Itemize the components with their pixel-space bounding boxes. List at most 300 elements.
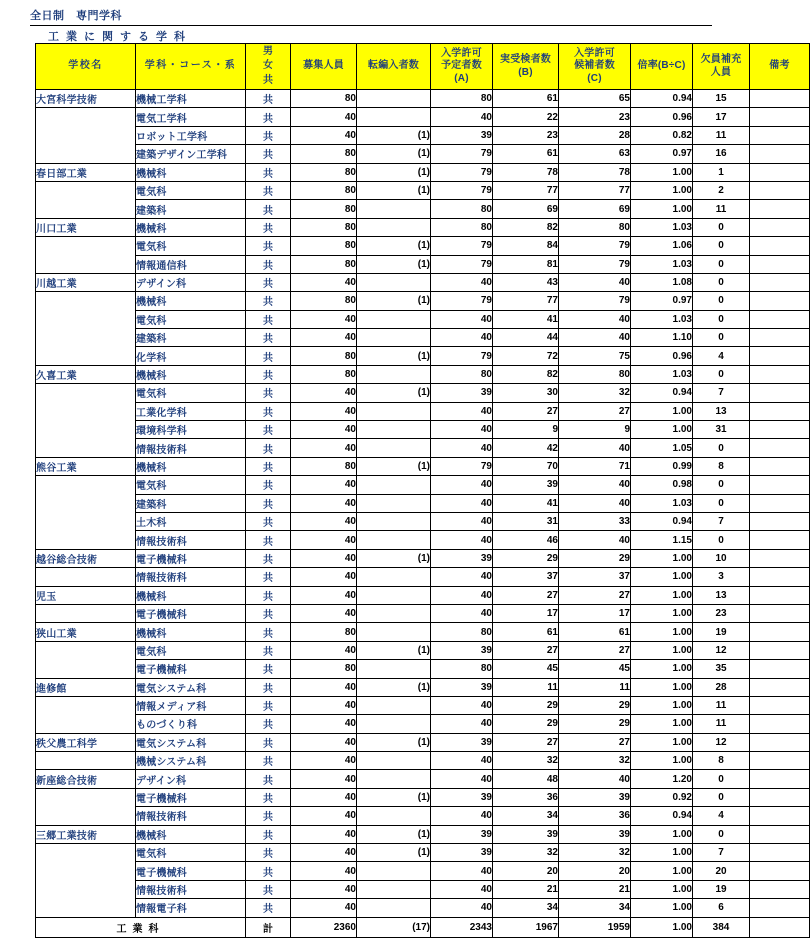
cell-candidates: 78 bbox=[559, 163, 631, 181]
cell-note bbox=[750, 181, 810, 199]
cell-course: 機械科 bbox=[136, 292, 246, 310]
cell-ratio: 0.96 bbox=[631, 108, 693, 126]
cell-ratio: 0.97 bbox=[631, 145, 693, 163]
cell-examinees: 61 bbox=[493, 90, 559, 108]
cell-capacity: 40 bbox=[291, 568, 357, 586]
table-row bbox=[36, 807, 810, 825]
table-row bbox=[36, 384, 810, 402]
cell-capacity: 40 bbox=[291, 421, 357, 439]
cell-shortfall: 4 bbox=[693, 807, 750, 825]
cell-capacity: 40 bbox=[291, 696, 357, 714]
cell-course: 機械科 bbox=[136, 623, 246, 641]
cell-shortfall: 0 bbox=[693, 237, 750, 255]
cell-note bbox=[750, 862, 810, 880]
cell-transfer bbox=[357, 586, 431, 604]
cell-examinees: 21 bbox=[493, 880, 559, 898]
cell-school bbox=[36, 788, 136, 806]
cell-planned: 79 bbox=[431, 347, 493, 365]
cell-capacity: 80 bbox=[291, 200, 357, 218]
cell-planned: 40 bbox=[431, 108, 493, 126]
table-row bbox=[36, 365, 810, 383]
cell-total-capacity: 2360 bbox=[291, 917, 357, 937]
cell-ratio: 0.94 bbox=[631, 807, 693, 825]
cell-course: 情報技術科 bbox=[136, 439, 246, 457]
cell-capacity: 40 bbox=[291, 825, 357, 843]
cell-note bbox=[750, 586, 810, 604]
cell-shortfall: 19 bbox=[693, 623, 750, 641]
cell-gender: 共 bbox=[246, 641, 291, 659]
cell-ratio: 0.97 bbox=[631, 292, 693, 310]
cell-ratio: 1.20 bbox=[631, 770, 693, 788]
cell-capacity: 80 bbox=[291, 457, 357, 475]
cell-school bbox=[36, 237, 136, 255]
cell-school bbox=[36, 402, 136, 420]
cell-course: 情報通信科 bbox=[136, 255, 246, 273]
cell-note bbox=[750, 494, 810, 512]
cell-planned: 39 bbox=[431, 678, 493, 696]
cell-shortfall: 0 bbox=[693, 365, 750, 383]
gender-header-line-2: 女 bbox=[263, 60, 273, 72]
cell-course: デザイン科 bbox=[136, 770, 246, 788]
cell-note bbox=[750, 108, 810, 126]
cell-school bbox=[36, 512, 136, 530]
cell-school bbox=[36, 347, 136, 365]
cell-candidates: 61 bbox=[559, 623, 631, 641]
cell-transfer: (1) bbox=[357, 181, 431, 199]
cell-gender: 共 bbox=[246, 586, 291, 604]
cell-capacity: 80 bbox=[291, 145, 357, 163]
cell-candidates: 69 bbox=[559, 200, 631, 218]
cell-shortfall: 20 bbox=[693, 862, 750, 880]
cell-transfer: (1) bbox=[357, 145, 431, 163]
gender-header-line-3: 共 bbox=[263, 74, 273, 86]
cell-ratio: 1.15 bbox=[631, 531, 693, 549]
cell-ratio: 0.92 bbox=[631, 788, 693, 806]
cell-examinees: 82 bbox=[493, 365, 559, 383]
cell-school bbox=[36, 421, 136, 439]
table-row bbox=[36, 126, 810, 144]
cell-school: 川口工業 bbox=[36, 218, 136, 236]
cell-ratio: 0.94 bbox=[631, 512, 693, 530]
cell-capacity: 40 bbox=[291, 310, 357, 328]
cell-shortfall: 3 bbox=[693, 568, 750, 586]
cell-planned: 40 bbox=[431, 273, 493, 291]
cell-capacity: 80 bbox=[291, 660, 357, 678]
cell-planned: 40 bbox=[431, 807, 493, 825]
cell-planned: 39 bbox=[431, 844, 493, 862]
cell-school bbox=[36, 862, 136, 880]
cell-gender: 共 bbox=[246, 862, 291, 880]
column-header-candidates-text: 入学許可 候補者数 (C) bbox=[574, 47, 615, 84]
cell-gender: 共 bbox=[246, 825, 291, 843]
cell-transfer bbox=[357, 512, 431, 530]
cell-course: 電気科 bbox=[136, 237, 246, 255]
table-row bbox=[36, 512, 810, 530]
cell-gender: 共 bbox=[246, 844, 291, 862]
column-header-note: 備考 bbox=[750, 44, 810, 90]
cell-shortfall: 0 bbox=[693, 531, 750, 549]
table-row bbox=[36, 439, 810, 457]
cell-gender: 共 bbox=[246, 90, 291, 108]
table-row bbox=[36, 770, 810, 788]
cell-capacity: 40 bbox=[291, 715, 357, 733]
cell-planned: 40 bbox=[431, 770, 493, 788]
cell-capacity: 40 bbox=[291, 586, 357, 604]
cell-capacity: 40 bbox=[291, 273, 357, 291]
cell-ratio: 1.05 bbox=[631, 439, 693, 457]
cell-planned: 79 bbox=[431, 181, 493, 199]
cell-shortfall: 16 bbox=[693, 145, 750, 163]
table-row bbox=[36, 218, 810, 236]
cell-planned: 79 bbox=[431, 292, 493, 310]
cell-shortfall: 4 bbox=[693, 347, 750, 365]
cell-examinees: 61 bbox=[493, 145, 559, 163]
cell-transfer bbox=[357, 880, 431, 898]
cell-course: ロボット工学科 bbox=[136, 126, 246, 144]
cell-ratio: 1.00 bbox=[631, 844, 693, 862]
cell-gender: 共 bbox=[246, 788, 291, 806]
cell-gender: 共 bbox=[246, 200, 291, 218]
cell-candidates: 40 bbox=[559, 476, 631, 494]
cell-ratio: 1.03 bbox=[631, 310, 693, 328]
cell-planned: 80 bbox=[431, 200, 493, 218]
cell-planned: 40 bbox=[431, 862, 493, 880]
cell-transfer bbox=[357, 899, 431, 917]
cell-school bbox=[36, 531, 136, 549]
cell-capacity: 40 bbox=[291, 641, 357, 659]
cell-school bbox=[36, 807, 136, 825]
cell-note bbox=[750, 623, 810, 641]
cell-examinees: 30 bbox=[493, 384, 559, 402]
section-subtitle: 工業に関する学科 bbox=[48, 31, 192, 43]
cell-total-transfer: (17) bbox=[357, 917, 431, 937]
cell-gender: 共 bbox=[246, 145, 291, 163]
cell-examinees: 17 bbox=[493, 604, 559, 622]
cell-capacity: 80 bbox=[291, 347, 357, 365]
table-row bbox=[36, 733, 810, 751]
cell-candidates: 34 bbox=[559, 899, 631, 917]
cell-planned: 39 bbox=[431, 733, 493, 751]
cell-planned: 40 bbox=[431, 476, 493, 494]
cell-candidates: 75 bbox=[559, 347, 631, 365]
cell-ratio: 1.00 bbox=[631, 200, 693, 218]
cell-planned: 80 bbox=[431, 218, 493, 236]
cell-gender: 共 bbox=[246, 218, 291, 236]
cell-course: 電気システム科 bbox=[136, 733, 246, 751]
table-row bbox=[36, 329, 810, 347]
title-divider bbox=[30, 25, 712, 26]
cell-planned: 39 bbox=[431, 549, 493, 567]
table-row bbox=[36, 696, 810, 714]
cell-transfer bbox=[357, 752, 431, 770]
cell-ratio: 1.00 bbox=[631, 181, 693, 199]
column-header-shortfall bbox=[693, 44, 750, 90]
cell-note bbox=[750, 715, 810, 733]
cell-capacity: 80 bbox=[291, 292, 357, 310]
cell-capacity: 40 bbox=[291, 752, 357, 770]
cell-shortfall: 15 bbox=[693, 90, 750, 108]
cell-examinees: 46 bbox=[493, 531, 559, 549]
cell-school bbox=[36, 476, 136, 494]
cell-gender: 共 bbox=[246, 402, 291, 420]
cell-planned: 40 bbox=[431, 531, 493, 549]
cell-course: 機械科 bbox=[136, 586, 246, 604]
cell-note bbox=[750, 90, 810, 108]
cell-candidates: 39 bbox=[559, 788, 631, 806]
cell-shortfall: 7 bbox=[693, 384, 750, 402]
cell-note bbox=[750, 365, 810, 383]
cell-transfer bbox=[357, 402, 431, 420]
table-row bbox=[36, 145, 810, 163]
cell-transfer bbox=[357, 90, 431, 108]
cell-course: 電気科 bbox=[136, 310, 246, 328]
cell-candidates: 63 bbox=[559, 145, 631, 163]
column-header-planned-text: 入学許可 予定者数 (A) bbox=[441, 47, 482, 84]
cell-course: 情報電子科 bbox=[136, 899, 246, 917]
cell-candidates: 80 bbox=[559, 365, 631, 383]
cell-course: 情報メディア科 bbox=[136, 696, 246, 714]
table-row bbox=[36, 273, 810, 291]
cell-candidates: 32 bbox=[559, 752, 631, 770]
cell-transfer: (1) bbox=[357, 549, 431, 567]
cell-capacity: 40 bbox=[291, 402, 357, 420]
cell-ratio: 1.00 bbox=[631, 880, 693, 898]
cell-school bbox=[36, 200, 136, 218]
cell-note bbox=[750, 770, 810, 788]
cell-school: 越谷総合技術 bbox=[36, 549, 136, 567]
table-row bbox=[36, 549, 810, 567]
cell-transfer: (1) bbox=[357, 844, 431, 862]
cell-gender: 共 bbox=[246, 237, 291, 255]
cell-ratio: 1.00 bbox=[631, 733, 693, 751]
cell-planned: 39 bbox=[431, 825, 493, 843]
cell-capacity: 40 bbox=[291, 512, 357, 530]
table-row bbox=[36, 604, 810, 622]
cell-capacity: 40 bbox=[291, 476, 357, 494]
cell-gender: 共 bbox=[246, 457, 291, 475]
cell-note bbox=[750, 163, 810, 181]
cell-candidates: 27 bbox=[559, 402, 631, 420]
cell-transfer bbox=[357, 715, 431, 733]
cell-course: 電子機械科 bbox=[136, 660, 246, 678]
cell-transfer: (1) bbox=[357, 163, 431, 181]
cell-planned: 40 bbox=[431, 604, 493, 622]
cell-ratio: 0.82 bbox=[631, 126, 693, 144]
cell-shortfall: 10 bbox=[693, 549, 750, 567]
cell-note bbox=[750, 752, 810, 770]
cell-transfer: (1) bbox=[357, 788, 431, 806]
cell-total-ratio: 1.00 bbox=[631, 917, 693, 937]
cell-examinees: 77 bbox=[493, 292, 559, 310]
cell-planned: 79 bbox=[431, 237, 493, 255]
cell-planned: 40 bbox=[431, 310, 493, 328]
cell-shortfall: 0 bbox=[693, 788, 750, 806]
table-row bbox=[36, 752, 810, 770]
cell-shortfall: 12 bbox=[693, 733, 750, 751]
cell-candidates: 79 bbox=[559, 255, 631, 273]
cell-course: 機械科 bbox=[136, 365, 246, 383]
cell-ratio: 0.99 bbox=[631, 457, 693, 475]
cell-course: 機械科 bbox=[136, 218, 246, 236]
cell-transfer: (1) bbox=[357, 347, 431, 365]
cell-shortfall: 0 bbox=[693, 439, 750, 457]
cell-gender: 共 bbox=[246, 512, 291, 530]
cell-capacity: 40 bbox=[291, 439, 357, 457]
cell-school bbox=[36, 310, 136, 328]
cell-examinees: 61 bbox=[493, 623, 559, 641]
cell-examinees: 43 bbox=[493, 273, 559, 291]
cell-transfer bbox=[357, 494, 431, 512]
cell-school: 進修館 bbox=[36, 678, 136, 696]
cell-gender: 共 bbox=[246, 292, 291, 310]
cell-note bbox=[750, 512, 810, 530]
cell-course: 工業化学科 bbox=[136, 402, 246, 420]
cell-candidates: 79 bbox=[559, 292, 631, 310]
cell-school bbox=[36, 715, 136, 733]
cell-examinees: 69 bbox=[493, 200, 559, 218]
cell-school: 川越工業 bbox=[36, 273, 136, 291]
cell-course: 電気システム科 bbox=[136, 678, 246, 696]
cell-transfer bbox=[357, 531, 431, 549]
cell-planned: 39 bbox=[431, 788, 493, 806]
cell-examinees: 29 bbox=[493, 696, 559, 714]
cell-shortfall: 12 bbox=[693, 641, 750, 659]
column-header-shortfall-text: 欠員補充 人員 bbox=[700, 54, 742, 78]
cell-shortfall: 7 bbox=[693, 512, 750, 530]
cell-gender: 共 bbox=[246, 365, 291, 383]
cell-note bbox=[750, 880, 810, 898]
cell-ratio: 0.94 bbox=[631, 384, 693, 402]
cell-ratio: 0.96 bbox=[631, 347, 693, 365]
cell-gender: 共 bbox=[246, 696, 291, 714]
cell-examinees: 70 bbox=[493, 457, 559, 475]
cell-note bbox=[750, 678, 810, 696]
cell-note bbox=[750, 457, 810, 475]
cell-note bbox=[750, 604, 810, 622]
cell-candidates: 37 bbox=[559, 568, 631, 586]
cell-candidates: 40 bbox=[559, 531, 631, 549]
cell-course: ものづくり科 bbox=[136, 715, 246, 733]
table-row bbox=[36, 880, 810, 898]
cell-planned: 40 bbox=[431, 696, 493, 714]
table-row bbox=[36, 494, 810, 512]
cell-shortfall: 28 bbox=[693, 678, 750, 696]
cell-planned: 40 bbox=[431, 568, 493, 586]
column-header-examinees bbox=[493, 44, 559, 90]
cell-course: 建築デザイン工学科 bbox=[136, 145, 246, 163]
cell-shortfall: 19 bbox=[693, 880, 750, 898]
cell-candidates: 27 bbox=[559, 733, 631, 751]
cell-school: 熊谷工業 bbox=[36, 457, 136, 475]
cell-ratio: 1.00 bbox=[631, 715, 693, 733]
cell-capacity: 40 bbox=[291, 862, 357, 880]
table-total-row bbox=[36, 917, 810, 937]
cell-candidates: 45 bbox=[559, 660, 631, 678]
cell-examinees: 32 bbox=[493, 752, 559, 770]
cell-transfer bbox=[357, 476, 431, 494]
cell-examinees: 20 bbox=[493, 862, 559, 880]
cell-school bbox=[36, 439, 136, 457]
table-row bbox=[36, 788, 810, 806]
cell-ratio: 1.00 bbox=[631, 862, 693, 880]
cell-shortfall: 11 bbox=[693, 696, 750, 714]
cell-examinees: 27 bbox=[493, 641, 559, 659]
cell-ratio: 1.00 bbox=[631, 421, 693, 439]
cell-note bbox=[750, 439, 810, 457]
cell-candidates: 36 bbox=[559, 807, 631, 825]
cell-ratio: 1.03 bbox=[631, 218, 693, 236]
cell-transfer bbox=[357, 568, 431, 586]
header-row bbox=[36, 44, 810, 90]
cell-ratio: 1.00 bbox=[631, 604, 693, 622]
cell-course: 電気科 bbox=[136, 641, 246, 659]
cell-shortfall: 0 bbox=[693, 292, 750, 310]
cell-planned: 40 bbox=[431, 880, 493, 898]
cell-note bbox=[750, 825, 810, 843]
cell-shortfall: 8 bbox=[693, 752, 750, 770]
cell-transfer bbox=[357, 770, 431, 788]
column-header-examinees-text: 実受検者数 (B) bbox=[500, 54, 551, 78]
table-row bbox=[36, 844, 810, 862]
cell-candidates: 79 bbox=[559, 237, 631, 255]
cell-planned: 80 bbox=[431, 365, 493, 383]
cell-planned: 40 bbox=[431, 421, 493, 439]
cell-transfer bbox=[357, 439, 431, 457]
cell-examinees: 41 bbox=[493, 310, 559, 328]
cell-planned: 40 bbox=[431, 899, 493, 917]
cell-shortfall: 0 bbox=[693, 218, 750, 236]
cell-planned: 40 bbox=[431, 329, 493, 347]
table-row bbox=[36, 347, 810, 365]
cell-transfer: (1) bbox=[357, 126, 431, 144]
cell-course: 情報技術科 bbox=[136, 880, 246, 898]
cell-gender: 共 bbox=[246, 329, 291, 347]
cell-examinees: 81 bbox=[493, 255, 559, 273]
table-row bbox=[36, 660, 810, 678]
cell-examinees: 48 bbox=[493, 770, 559, 788]
table-body bbox=[36, 90, 810, 938]
cell-capacity: 80 bbox=[291, 365, 357, 383]
cell-planned: 80 bbox=[431, 623, 493, 641]
column-header-planned bbox=[431, 44, 493, 90]
table-row bbox=[36, 163, 810, 181]
cell-capacity: 40 bbox=[291, 329, 357, 347]
cell-school: 新座総合技術 bbox=[36, 770, 136, 788]
cell-capacity: 80 bbox=[291, 623, 357, 641]
cell-school: 児玉 bbox=[36, 586, 136, 604]
cell-transfer bbox=[357, 310, 431, 328]
cell-examinees: 23 bbox=[493, 126, 559, 144]
cell-note bbox=[750, 384, 810, 402]
cell-course: 建築科 bbox=[136, 329, 246, 347]
cell-note bbox=[750, 218, 810, 236]
cell-total-note bbox=[750, 917, 810, 937]
cell-gender: 共 bbox=[246, 770, 291, 788]
cell-transfer: (1) bbox=[357, 384, 431, 402]
cell-note bbox=[750, 899, 810, 917]
cell-ratio: 1.06 bbox=[631, 237, 693, 255]
cell-total-gender: 計 bbox=[246, 917, 291, 937]
cell-shortfall: 0 bbox=[693, 255, 750, 273]
cell-transfer: (1) bbox=[357, 641, 431, 659]
cell-course: 電子機械科 bbox=[136, 862, 246, 880]
cell-total-examinees: 1967 bbox=[493, 917, 559, 937]
cell-candidates: 11 bbox=[559, 678, 631, 696]
cell-school bbox=[36, 752, 136, 770]
cell-shortfall: 7 bbox=[693, 844, 750, 862]
cell-candidates: 9 bbox=[559, 421, 631, 439]
cell-course: 電子機械科 bbox=[136, 549, 246, 567]
